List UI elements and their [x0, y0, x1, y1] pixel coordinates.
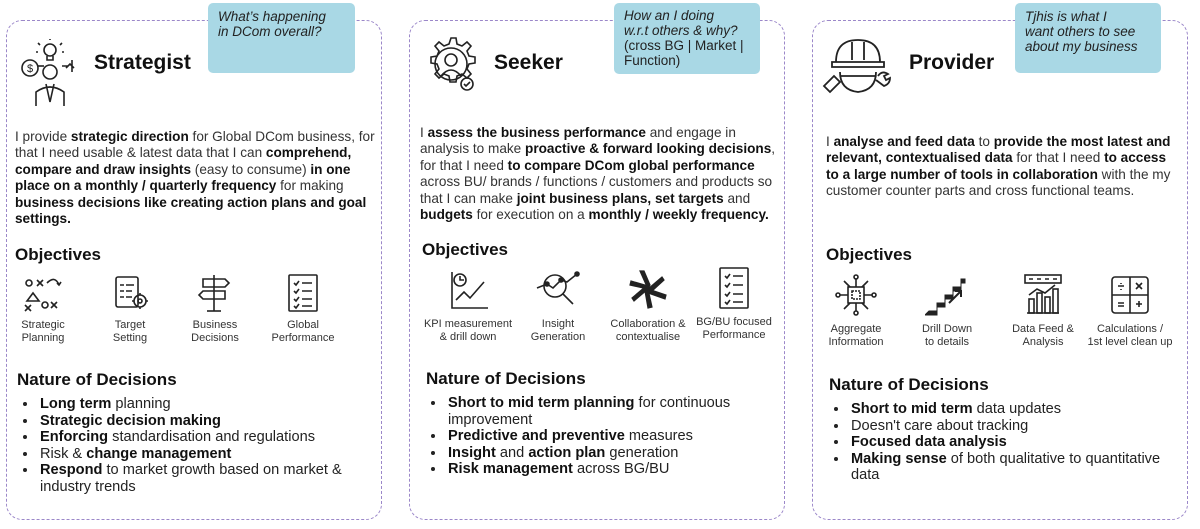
kpi-chart-icon	[446, 268, 490, 312]
data-analysis-icon	[1021, 273, 1065, 317]
persona-title: Seeker	[494, 51, 563, 74]
decision-item: • Short to mid term planning for continuous improvement	[446, 395, 776, 428]
objective-bg-bu-performance	[686, 266, 782, 341]
svg-text:$: $	[27, 63, 34, 75]
provider-icon	[820, 34, 896, 102]
decision-item: • Respond to market growth based on market & industry trends	[38, 462, 378, 495]
objective-kpi-measurement	[418, 268, 518, 343]
collaboration-hands-icon	[625, 266, 671, 312]
objective-global-performance	[255, 273, 351, 344]
tag-line: What’s happening	[218, 9, 326, 24]
tag-line: Tjhis is what I	[1025, 9, 1107, 24]
decision-item: • Making sense of both qualitative to quantitative data	[849, 451, 1179, 484]
tag-line: (cross BG | Market |	[624, 38, 744, 53]
objective-label: Strategic Planning	[21, 319, 65, 344]
decision-item: • Long term planning	[38, 396, 378, 413]
insight-magnifier-icon	[535, 266, 581, 312]
question-tag-provider	[1015, 3, 1161, 73]
tag-line: in DCom overall?	[218, 24, 322, 39]
decision-item: • Short to mid term data updates	[849, 401, 1179, 418]
persona-title: Strategist	[94, 51, 191, 74]
question-tag-strategist	[208, 3, 355, 73]
tag-line: w.r.t others & why?	[624, 23, 738, 38]
decision-item: • Focused data analysis	[849, 434, 1179, 451]
objective-insight-generation	[510, 266, 606, 343]
decision-item: • Insight and action plan generation	[446, 445, 776, 462]
aggregate-chip-icon	[834, 273, 878, 317]
strategy-icon	[23, 273, 63, 313]
objective-label: Target Setting	[112, 319, 148, 344]
decision-item: • Risk management across BG/BU	[446, 461, 776, 478]
objective-label: Aggregate Information	[828, 323, 884, 348]
question-tag-seeker	[614, 3, 760, 74]
decisions-list	[428, 395, 776, 478]
objective-data-feed	[995, 273, 1091, 348]
persona-description: I provide strategic direction for Global DCom business, for that I need usable & latest data that I can comprehend, compare and draw insights (easy to consume) in one place on a monthly / quarterly frequency for making business decisions like creating action plans and goal settings.	[15, 129, 375, 227]
decision-item: • Enforcing standardisation and regulations	[38, 429, 378, 446]
objectives-heading: Objectives	[422, 240, 508, 259]
decision-item: • Doesn't care about tracking	[849, 418, 1179, 435]
decisions-list	[831, 401, 1179, 484]
objective-label: Collaboration & contextualise	[610, 318, 686, 343]
checklist-icon	[714, 266, 754, 310]
decisions-heading: Nature of Decisions	[426, 369, 586, 388]
objective-label: Data Feed & Analysis	[1012, 323, 1074, 348]
objective-label: Business Decisions	[191, 319, 239, 344]
objective-business-decisions	[167, 273, 263, 344]
objective-drill-down	[899, 273, 995, 348]
decision-item: • Predictive and preventive measures	[446, 428, 776, 445]
decision-item: • Risk & change management	[38, 446, 378, 463]
persona-description: I assess the business performance and engage in analysis to make proactive & forward looking decisions, for that I need to compare DCom global performance across BU/ brands / functions / customers and products so that I can make joint business plans, set targets and budgets for execution on a monthly / weekly frequency.	[420, 125, 776, 223]
objective-calculations	[1082, 273, 1178, 348]
decisions-heading: Nature of Decisions	[17, 370, 177, 389]
decisions-heading: Nature of Decisions	[829, 375, 989, 394]
tag-line: How an I doing	[624, 8, 715, 23]
objective-label: BG/BU focused Performance	[696, 316, 772, 341]
objective-collaboration	[600, 266, 696, 343]
objectives-heading: Objectives	[826, 245, 912, 264]
decisions-list	[20, 396, 378, 496]
persona-description: I analyse and feed data to provide the most latest and relevant, contextualised data for that I need to access to a large number of tools in collaboration with the my customer counter parts and cross functional teams.	[826, 134, 1171, 199]
objective-label: Calculations / 1st level clean up	[1087, 323, 1173, 348]
objective-strategic-planning	[0, 273, 91, 344]
strategist-icon	[18, 38, 82, 108]
objective-target-setting	[82, 273, 178, 344]
decision-item: • Strategic decision making	[38, 413, 378, 430]
objective-aggregate-information	[808, 273, 904, 348]
objective-label: Insight Generation	[530, 318, 586, 343]
target-icon	[110, 273, 150, 313]
objectives-heading: Objectives	[15, 245, 101, 264]
seeker-icon	[419, 34, 483, 98]
stairs-down-icon	[925, 273, 969, 317]
persona-title: Provider	[909, 51, 995, 74]
objective-label: KPI measurement & drill down	[423, 318, 513, 343]
calculator-icon	[1108, 273, 1152, 317]
tag-line: Function)	[624, 53, 681, 68]
objective-label: Drill Down to details	[921, 323, 973, 348]
signpost-icon	[195, 273, 235, 313]
objective-label: Global Performance	[271, 319, 335, 344]
tag-line: about my business	[1025, 39, 1138, 54]
tag-line: want others to see	[1025, 24, 1136, 39]
checklist-icon	[283, 273, 323, 313]
